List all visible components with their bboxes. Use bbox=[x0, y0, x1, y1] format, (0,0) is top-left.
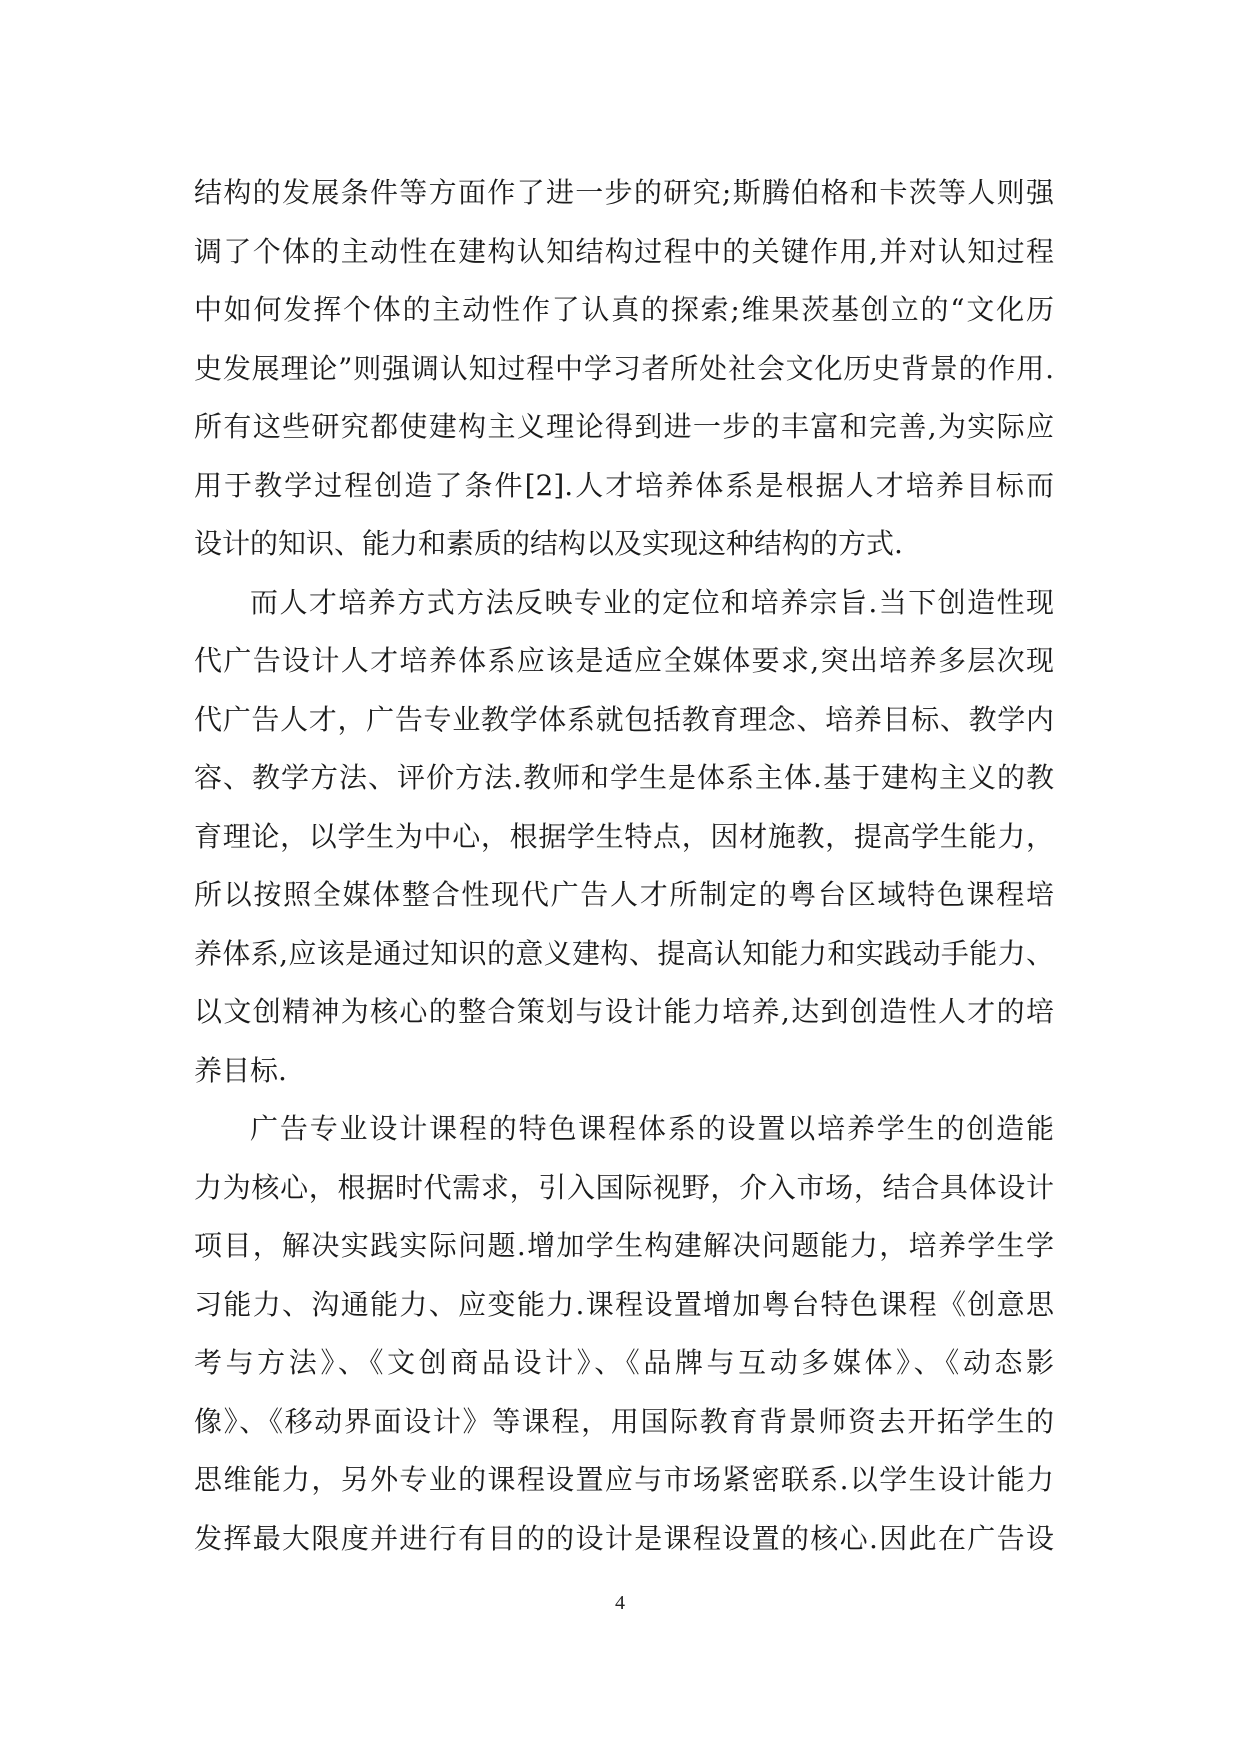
paragraph bbox=[194, 164, 1054, 574]
text-line: 像》、《移动界面设计》等课程，用国际教育背景师资去开拓学生的 bbox=[194, 1404, 1054, 1438]
text-line: 养体系,应该是通过知识的意义建构、提高认知能力和实践动手能力、 bbox=[194, 936, 1054, 970]
text-line: 代广告设计人才培养体系应该是适应全媒体要求,突出培养多层次现 bbox=[194, 644, 1054, 677]
text-line: 项目，解决实践实际问题.增加学生构建解决问题能力，培养学生学 bbox=[194, 1229, 1054, 1262]
text-line: 而人才培养方式方法反映专业的定位和培养宗旨.当下创造性现 bbox=[250, 585, 1054, 619]
text-line: 养目标. bbox=[194, 1053, 287, 1087]
text-line: 调了个体的主动性在建构认知结构过程中的关键作用,并对认知过程 bbox=[194, 234, 1054, 268]
text-line: 史发展理论”则强调认知过程中学习者所处社会文化历史背景的作用. bbox=[194, 351, 1054, 385]
text-line: 发挥最大限度并进行有目的的设计是课程设置的核心.因此在广告设 bbox=[194, 1521, 1054, 1555]
text-line: 广告专业设计课程的特色课程体系的设置以培养学生的创造能 bbox=[250, 1112, 1054, 1145]
paragraph bbox=[194, 574, 1054, 1101]
text-line: 习能力、沟通能力、应变能力.课程设置增加粤台特色课程《创意思 bbox=[194, 1287, 1054, 1321]
text-line: 结构的发展条件等方面作了进一步的研究;斯腾伯格和卡茨等人则强 bbox=[194, 176, 1054, 209]
text-line: 设计的知识、能力和素质的结构以及实现这种结构的方式. bbox=[194, 527, 903, 560]
paragraph bbox=[194, 1100, 1054, 1568]
body-text bbox=[194, 164, 1054, 1568]
text-line: 用于教学过程创造了条件[2].人才培养体系是根据人才培养目标而 bbox=[194, 468, 1054, 502]
text-line: 中如何发挥个体的主动性作了认真的探索;维果茨基创立的“文化历 bbox=[194, 293, 1054, 326]
text-line: 所以按照全媒体整合性现代广告人才所制定的粤台区域特色课程培 bbox=[194, 878, 1054, 911]
text-line: 所有这些研究都使建构主义理论得到进一步的丰富和完善,为实际应 bbox=[194, 410, 1054, 443]
text-line: 以文创精神为核心的整合策划与设计能力培养,达到创造性人才的培 bbox=[194, 995, 1054, 1028]
text-line: 思维能力，另外专业的课程设置应与市场紧密联系.以学生设计能力 bbox=[194, 1463, 1054, 1496]
text-line: 容、教学方法、评价方法.教师和学生是体系主体.基于建构主义的教 bbox=[194, 761, 1054, 794]
text-line: 考与方法》、《文创商品设计》、《品牌与互动多媒体》、《动态影 bbox=[194, 1346, 1054, 1379]
text-line: 代广告人才，广告专业教学体系就包括教育理念、培养目标、教学内 bbox=[194, 702, 1054, 736]
page-number: 4 bbox=[615, 1592, 625, 1614]
text-line: 力为核心，根据时代需求，引入国际视野，介入市场，结合具体设计 bbox=[194, 1170, 1054, 1204]
text-line: 育理论，以学生为中心，根据学生特点，因材施教，提高学生能力， bbox=[194, 819, 1054, 853]
